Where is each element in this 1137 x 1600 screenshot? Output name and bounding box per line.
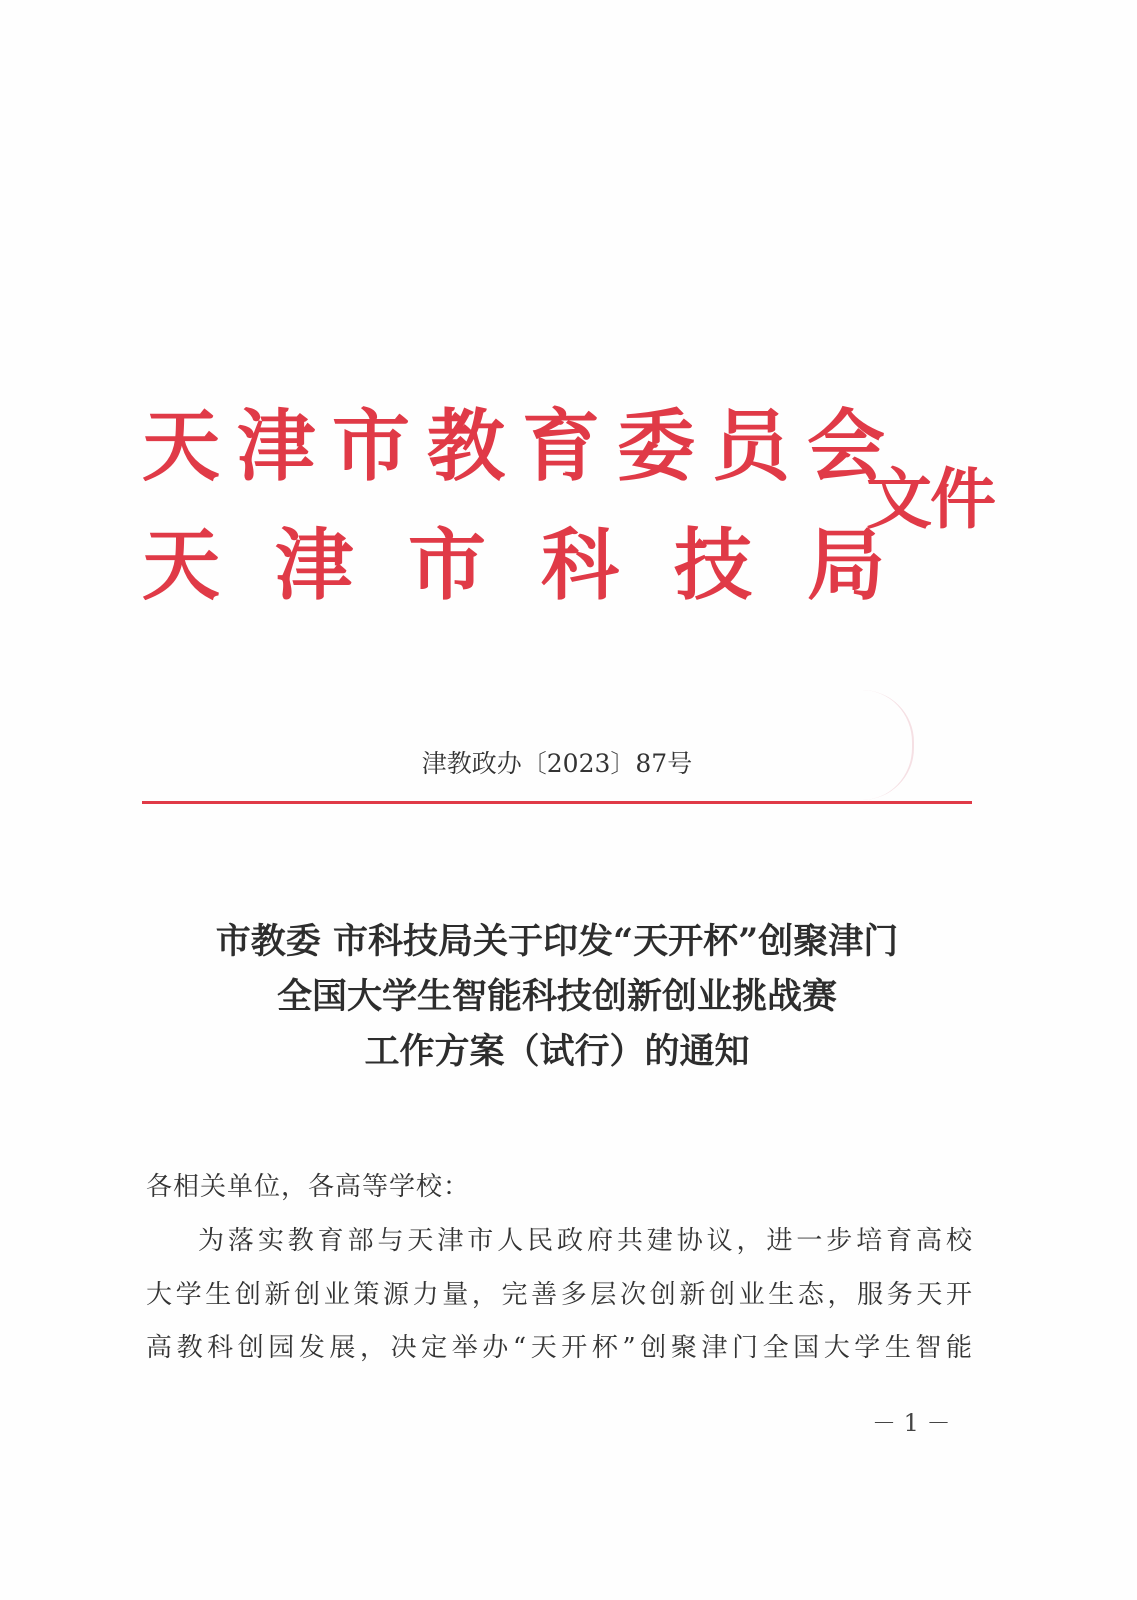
- issuer-char: 局: [807, 520, 886, 611]
- body-text-line: 高教科创园发展，决定举办“天开杯”创聚津门全国大学生智能: [146, 1333, 972, 1363]
- document-type-label: 文件: [866, 460, 994, 538]
- issuer-char: 天: [142, 520, 221, 611]
- salutation: 各相关单位，各高等学校：: [146, 1172, 471, 1202]
- issuer-char: 教: [427, 401, 506, 492]
- notice-title-line-2: 全国大学生智能科技创新创业挑战赛: [276, 976, 837, 1017]
- issuer-char: 市: [332, 401, 411, 492]
- red-divider: [142, 801, 972, 804]
- issuer-char: 会: [807, 401, 886, 492]
- body-text-line: 大学生创新创业策源力量，完善多层次创新创业生态，服务天开: [146, 1280, 972, 1310]
- issuer-char: 津: [275, 520, 354, 611]
- notice-title-line-3: 工作方案（试行）的通知: [364, 1031, 750, 1072]
- issuer-char: 育: [522, 401, 601, 492]
- notice-title-line-1: 市教委 市科技局关于印发“天开杯”创聚津门: [215, 921, 899, 962]
- issuer-char: 员: [712, 401, 791, 492]
- issuer-char: 市: [408, 520, 487, 611]
- issuer-char: 科: [541, 520, 620, 611]
- issuer-char: 津: [237, 401, 316, 492]
- issuer-char: 技: [674, 520, 753, 611]
- page-number: － 1 －: [872, 1409, 951, 1437]
- issuer-char: 天: [142, 401, 221, 492]
- issuer-char: 委: [617, 401, 696, 492]
- document-number: 津教政办〔2023〕87号: [421, 749, 693, 778]
- body-text-line: 为落实教育部与天津市人民政府共建协议，进一步培育高校: [198, 1226, 972, 1256]
